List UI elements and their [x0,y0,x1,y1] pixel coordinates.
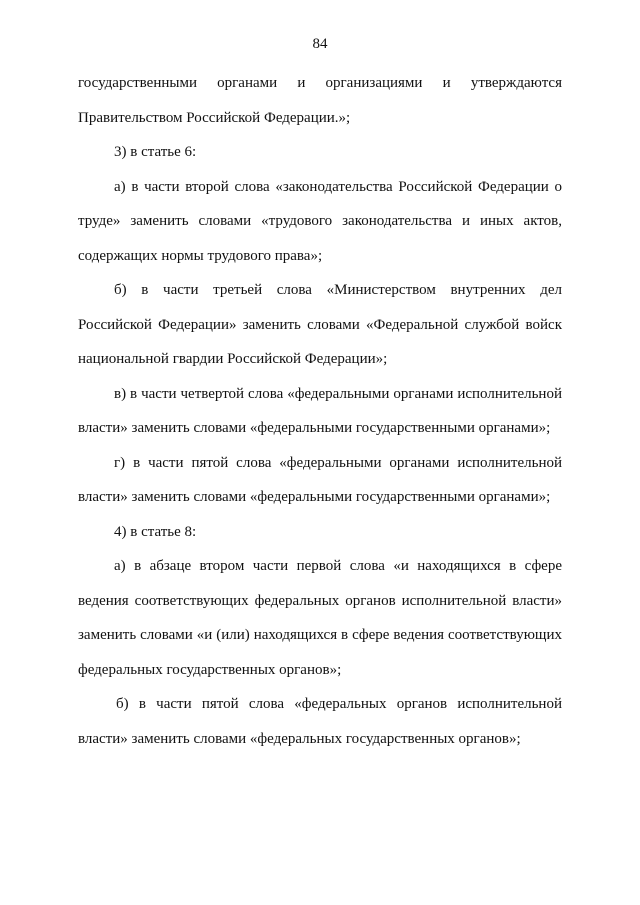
text-line: а) в абзаце втором части первой слова «и находящихся в сфере [114,558,562,574]
text-line: ведения соответствующих федеральных органов исполнительной власти» [78,592,562,609]
text-line: б) в части третьей слова «Министерством внутренних дел [114,282,562,298]
text-line: Российской Федерации» заменить словами «Федеральной службой войск [78,316,562,333]
page-number: 84 [312,36,328,52]
text-line: б) в части пятой слова «федеральных органов исполнительной [116,696,562,712]
text-line: государственными органами и организациями и утверждаются [78,75,562,91]
text-line: власти» заменить словами «федеральными государственными органами»; [78,489,551,505]
text-line: а) в части второй слова «законодательства Российской Федерации о [114,178,562,195]
text-line: власти» заменить словами «федеральных государственных органов»; [78,730,521,747]
paragraph-heading: 4) в статье 8: [114,523,197,540]
text-line: в) в части четвертой слова «федеральными органами исполнительной [114,385,562,402]
document-body [78,66,562,756]
text-line: заменить словами «и (или) находящихся в сфере ведения соответствующих [78,627,562,643]
text-line: содержащих нормы трудового права»; [78,247,323,264]
text-line: власти» заменить словами «федеральными государственными органами»; [78,420,551,436]
paragraph-heading: 3) в статье 6: [114,144,197,160]
text-line: Правительством Российской Федерации.»; [78,109,351,126]
text-line: г) в части пятой слова «федеральными органами исполнительной [114,454,562,471]
text-line: труде» заменить словами «трудового законодательства и иных актов, [78,213,562,229]
text-line: национальной гвардии Российской Федерации»; [78,351,388,367]
text-line: федеральных государственных органов»; [78,661,342,678]
